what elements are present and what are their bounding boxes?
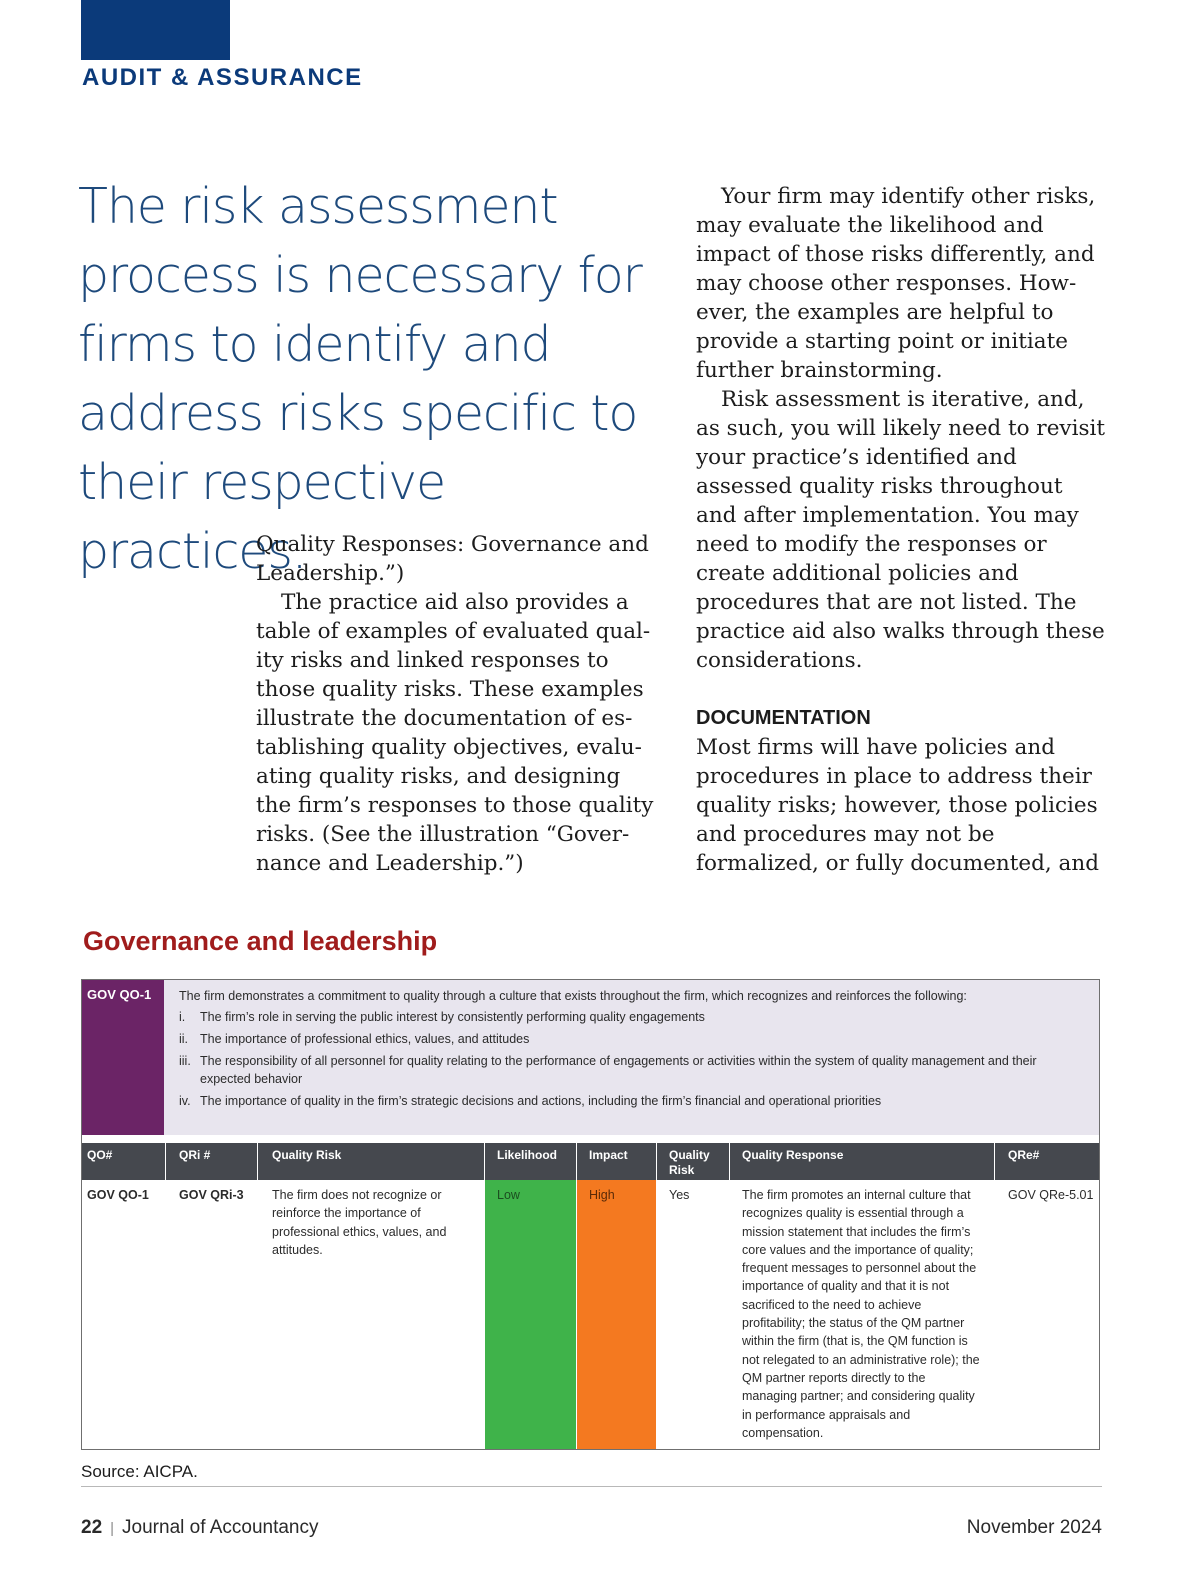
- column-header-impact: Impact: [576, 1143, 656, 1180]
- column-header-quality-risk-flag: Quality Risk: [656, 1143, 729, 1180]
- cell-quality-risk: The firm does not recognize or reinforce the importance of professional ethics, values, and attitudes.: [257, 1180, 457, 1449]
- figure-title: Governance and leadership: [83, 926, 438, 956]
- list-item-number: iv.: [179, 1094, 191, 1108]
- pull-quote-line: firms to identify and: [78, 316, 551, 373]
- pull-quote-line: process is necessary for: [78, 247, 642, 304]
- list-item-number: i.: [179, 1010, 186, 1024]
- column-header-quality-response: Quality Response: [729, 1143, 994, 1180]
- page-footer: [81, 1517, 1102, 1543]
- body-paragraph: Your firm may identify other risks, may evaluate the likelihood and impact of those risks differently, and may choose other responses. How-ever, the examples are helpful to provide a starting point or initiate further brainstorming.: [696, 184, 1096, 383]
- cell-qri: GOV QRi-3: [165, 1180, 257, 1449]
- list-item-text: The importance of professional ethics, values, and attitudes: [200, 1032, 530, 1046]
- documentation-heading: DOCUMENTATION: [696, 707, 871, 729]
- cell-quality-risk-flag: Yes: [656, 1180, 729, 1449]
- list-item-text: The firm’s role in serving the public interest by consistently performing quality engagements: [200, 1010, 705, 1024]
- column-header-qo: QO#: [87, 1148, 113, 1162]
- quality-objective-block: [82, 980, 1099, 1135]
- list-item-text: The importance of quality in the firm’s strategic decisions and actions, including the firm’s financial and operational priorities: [200, 1094, 882, 1108]
- list-item-number: iii.: [179, 1054, 191, 1068]
- figure-source: Source: AICPA.: [81, 1462, 198, 1481]
- body-paragraph: Risk assessment is iterative, and, as such, you will likely need to revisit your practice’s identified and assessed quality risks throughout and after implementation. You may need to modify the responses or create additional policies and procedures that are not listed. The practice aid also walks through these considerations.: [696, 387, 1106, 673]
- list-item: [179, 1092, 1059, 1110]
- page-number: 22: [81, 1517, 103, 1538]
- header-color-block: [81, 0, 230, 60]
- cell-quality-response: The firm promotes an internal culture that recognizes quality is essential through a mission statement that includes the firm’s core values and the importance of quality; frequent messages to personnel about the importance of quality and that it is not sacrificed to the need to achieve profitability; the status of the QM partner within the firm (that is, the QM function is not relegated to an administrative role); the QM partner reports directly to the managing partner; and considering quality in performance appraisals and compensation.: [729, 1180, 987, 1449]
- middle-column: [256, 530, 656, 878]
- pull-quote-line: address risks specific to: [78, 385, 638, 442]
- publication-name: Journal of Accountancy: [122, 1517, 319, 1538]
- quality-objective-id: GOV QO-1: [82, 980, 164, 1135]
- body-paragraph: The practice aid also provides a table of examples of evaluated qual-ity risks and linked responses to those quality risks. These examples illustrate the documentation of es-tablishing quality objectives, evalu-ating quality risks, and designing the firm’s responses to those quality risks. (See the illustration “Gover-nance and Leadership.”): [256, 590, 654, 876]
- column-header-quality-risk: Quality Risk: [257, 1143, 484, 1180]
- quality-objective-intro: The firm demonstrates a commitment to quality through a culture that exists throughout the firm, which recognizes and reinforces the following:: [179, 989, 967, 1003]
- column-header-qre: QRe#: [994, 1143, 1099, 1180]
- pull-quote: [78, 172, 658, 586]
- list-item: [179, 1052, 1059, 1088]
- table-header: [82, 1143, 1099, 1180]
- cell-qre: GOV QRe-5.01: [994, 1180, 1099, 1449]
- cell-impact: High: [576, 1180, 656, 1449]
- list-item: [179, 1030, 1059, 1048]
- body-paragraph: Quality Responses: Governance and Leadership.”): [256, 532, 649, 586]
- footer-separator: |: [110, 1520, 115, 1537]
- pull-quote-line: their respective practices.: [78, 454, 446, 580]
- cell-qo: GOV QO-1: [87, 1188, 149, 1202]
- quality-objective-list: [179, 1008, 1059, 1114]
- column-header-likelihood: Likelihood: [484, 1143, 576, 1180]
- cell-likelihood: Low: [484, 1180, 576, 1449]
- governance-figure: [81, 979, 1100, 1450]
- pull-quote-line: The risk assessment: [78, 178, 558, 235]
- column-header-qri: QRi #: [165, 1143, 257, 1180]
- footer-divider: [81, 1486, 1102, 1487]
- list-item: [179, 1008, 1059, 1026]
- body-paragraph: Most firms will have policies and procedures in place to address their quality risks; however, those policies and procedures may not be formalized, or fully documented, and: [696, 735, 1099, 876]
- section-label: AUDIT & ASSURANCE: [82, 64, 363, 91]
- list-item-number: ii.: [179, 1032, 189, 1046]
- list-item-text: The responsibility of all personnel for quality relating to the performance of engagements or activities within the system of quality management and their expected behavior: [200, 1054, 1037, 1086]
- right-column: [696, 182, 1106, 878]
- issue-date: November 2024: [966, 1517, 1102, 1538]
- table-row: [82, 1180, 1099, 1449]
